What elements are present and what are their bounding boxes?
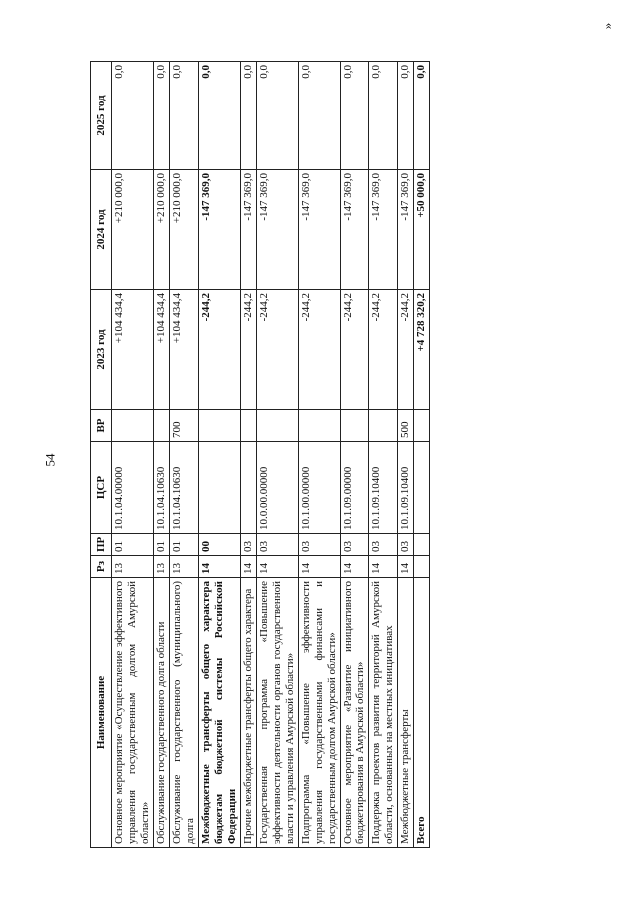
cell-pr bbox=[414, 534, 430, 556]
cell-y2023: +104 434,4 bbox=[169, 290, 198, 410]
cell-pr: 03 bbox=[398, 534, 414, 556]
cell-csr: 10.1.09.10400 bbox=[369, 442, 398, 534]
table-row bbox=[169, 62, 198, 848]
cell-rz: 14 bbox=[198, 556, 240, 578]
cell-vr bbox=[369, 410, 398, 442]
cell-vr bbox=[298, 410, 340, 442]
cell-pr: 01 bbox=[153, 534, 169, 556]
budget-table bbox=[90, 61, 430, 848]
cell-csr bbox=[198, 442, 240, 534]
cell-csr: 10.1.00.00000 bbox=[298, 442, 340, 534]
cell-name: Основное мероприятие «Осуществление эффективного управления государственным долгом Амурской области» bbox=[112, 578, 154, 848]
cell-name: Обслуживание государственного (муниципального) долга bbox=[169, 578, 198, 848]
cell-rz: 13 bbox=[169, 556, 198, 578]
cell-name: Межбюджетные трансферты bbox=[398, 578, 414, 848]
cell-vr bbox=[340, 410, 369, 442]
cell-csr: 10.1.09.00000 bbox=[340, 442, 369, 534]
cell-y2024: -147 369,0 bbox=[298, 170, 340, 290]
cell-y2025: 0,0 bbox=[153, 62, 169, 170]
cell-y2025: 0,0 bbox=[169, 62, 198, 170]
header-rz: Рз bbox=[91, 556, 112, 578]
cell-name: Подпрограмма «Повышение эффективности управления государственными финансами и государственным долгом Амурской области» bbox=[298, 578, 340, 848]
cell-csr: 10.1.04.10630 bbox=[153, 442, 169, 534]
cell-pr: 03 bbox=[369, 534, 398, 556]
header-csr: ЦСР bbox=[91, 442, 112, 534]
cell-y2023: -244,2 bbox=[369, 290, 398, 410]
cell-y2025: 0,0 bbox=[256, 62, 298, 170]
cell-pr: 00 bbox=[198, 534, 240, 556]
cell-y2025: 0,0 bbox=[240, 62, 256, 170]
cell-name: Государственная программа «Повышение эффективности деятельности органов государственной власти и управления Амурской области» bbox=[256, 578, 298, 848]
cell-pr: 03 bbox=[256, 534, 298, 556]
cell-name: Межбюджетные трансферты общего характера бюджетам бюджетной системы Российской Федерации bbox=[198, 578, 240, 848]
cell-vr bbox=[112, 410, 154, 442]
table-header-row bbox=[91, 62, 112, 848]
cell-rz: 14 bbox=[369, 556, 398, 578]
cell-y2024: -147 369,0 bbox=[240, 170, 256, 290]
cell-vr bbox=[198, 410, 240, 442]
cell-rz bbox=[414, 556, 430, 578]
cell-y2023: -244,2 bbox=[340, 290, 369, 410]
cell-vr bbox=[153, 410, 169, 442]
table-row bbox=[414, 62, 430, 848]
cell-y2025: 0,0 bbox=[414, 62, 430, 170]
cell-y2025: 0,0 bbox=[298, 62, 340, 170]
cell-rz: 14 bbox=[398, 556, 414, 578]
page-number: 54 bbox=[42, 453, 58, 467]
cell-vr bbox=[240, 410, 256, 442]
cell-pr: 03 bbox=[298, 534, 340, 556]
cell-y2024: +50 000,0 bbox=[414, 170, 430, 290]
cell-csr: 10.1.04.00000 bbox=[112, 442, 154, 534]
cell-y2025: 0,0 bbox=[112, 62, 154, 170]
cell-rz: 14 bbox=[256, 556, 298, 578]
cell-pr: 01 bbox=[112, 534, 154, 556]
cell-name: Всего bbox=[414, 578, 430, 848]
cell-y2024: -147 369,0 bbox=[340, 170, 369, 290]
cell-y2024: -147 369,0 bbox=[198, 170, 240, 290]
cell-y2023: -244,2 bbox=[398, 290, 414, 410]
cell-csr bbox=[414, 442, 430, 534]
cell-csr: 10.1.04.10630 bbox=[169, 442, 198, 534]
table-row bbox=[240, 62, 256, 848]
cell-rz: 14 bbox=[298, 556, 340, 578]
cell-name: Прочие межбюджетные трансферты общего характера bbox=[240, 578, 256, 848]
cell-rz: 13 bbox=[112, 556, 154, 578]
cell-csr: 10.0.00.00000 bbox=[256, 442, 298, 534]
cell-rz: 14 bbox=[240, 556, 256, 578]
cell-vr: 500 bbox=[398, 410, 414, 442]
cell-csr: 10.1.09.10400 bbox=[398, 442, 414, 534]
table-row bbox=[340, 62, 369, 848]
cell-y2023: -244,2 bbox=[198, 290, 240, 410]
cell-y2023: +104 434,4 bbox=[112, 290, 154, 410]
cell-y2024: +210 000,0 bbox=[112, 170, 154, 290]
budget-table-container bbox=[90, 62, 462, 848]
cell-vr bbox=[256, 410, 298, 442]
cell-name: Основное мероприятие «Развитие инициативного бюджетирования в Амурской области» bbox=[340, 578, 369, 848]
cell-name: Поддержка проектов развития территорий Амурской области, основанных на местных инициативах bbox=[369, 578, 398, 848]
table-row bbox=[298, 62, 340, 848]
cell-vr bbox=[414, 410, 430, 442]
cell-y2025: 0,0 bbox=[398, 62, 414, 170]
header-2025: 2025 год bbox=[91, 62, 112, 170]
cell-y2025: 0,0 bbox=[340, 62, 369, 170]
cell-y2024: -147 369,0 bbox=[398, 170, 414, 290]
cell-rz: 13 bbox=[153, 556, 169, 578]
header-vr: ВР bbox=[91, 410, 112, 442]
header-2024: 2024 год bbox=[91, 170, 112, 290]
cell-y2024: +210 000,0 bbox=[153, 170, 169, 290]
cell-vr: 700 bbox=[169, 410, 198, 442]
table-row bbox=[153, 62, 169, 848]
header-2023: 2023 год bbox=[91, 290, 112, 410]
cell-csr bbox=[240, 442, 256, 534]
cell-y2023: -244,2 bbox=[240, 290, 256, 410]
cell-y2024: -147 369,0 bbox=[369, 170, 398, 290]
table-row bbox=[398, 62, 414, 848]
cell-y2024: -147 369,0 bbox=[256, 170, 298, 290]
header-pr: ПР bbox=[91, 534, 112, 556]
cell-y2023: +104 434,4 bbox=[153, 290, 169, 410]
cell-pr: 03 bbox=[240, 534, 256, 556]
cell-y2024: +210 000,0 bbox=[169, 170, 198, 290]
cell-rz: 14 bbox=[340, 556, 369, 578]
closing-quote: » bbox=[599, 22, 615, 30]
cell-pr: 03 bbox=[340, 534, 369, 556]
table-row bbox=[256, 62, 298, 848]
cell-y2023: -244,2 bbox=[298, 290, 340, 410]
cell-name: Обслуживание государственного долга области bbox=[153, 578, 169, 848]
cell-y2025: 0,0 bbox=[369, 62, 398, 170]
table-row bbox=[112, 62, 154, 848]
cell-y2023: -244,2 bbox=[256, 290, 298, 410]
table-row bbox=[369, 62, 398, 848]
cell-y2023: +4 728 320,2 bbox=[414, 290, 430, 410]
cell-y2025: 0,0 bbox=[198, 62, 240, 170]
cell-pr: 01 bbox=[169, 534, 198, 556]
header-name: Наименование bbox=[91, 578, 112, 848]
table-row bbox=[198, 62, 240, 848]
